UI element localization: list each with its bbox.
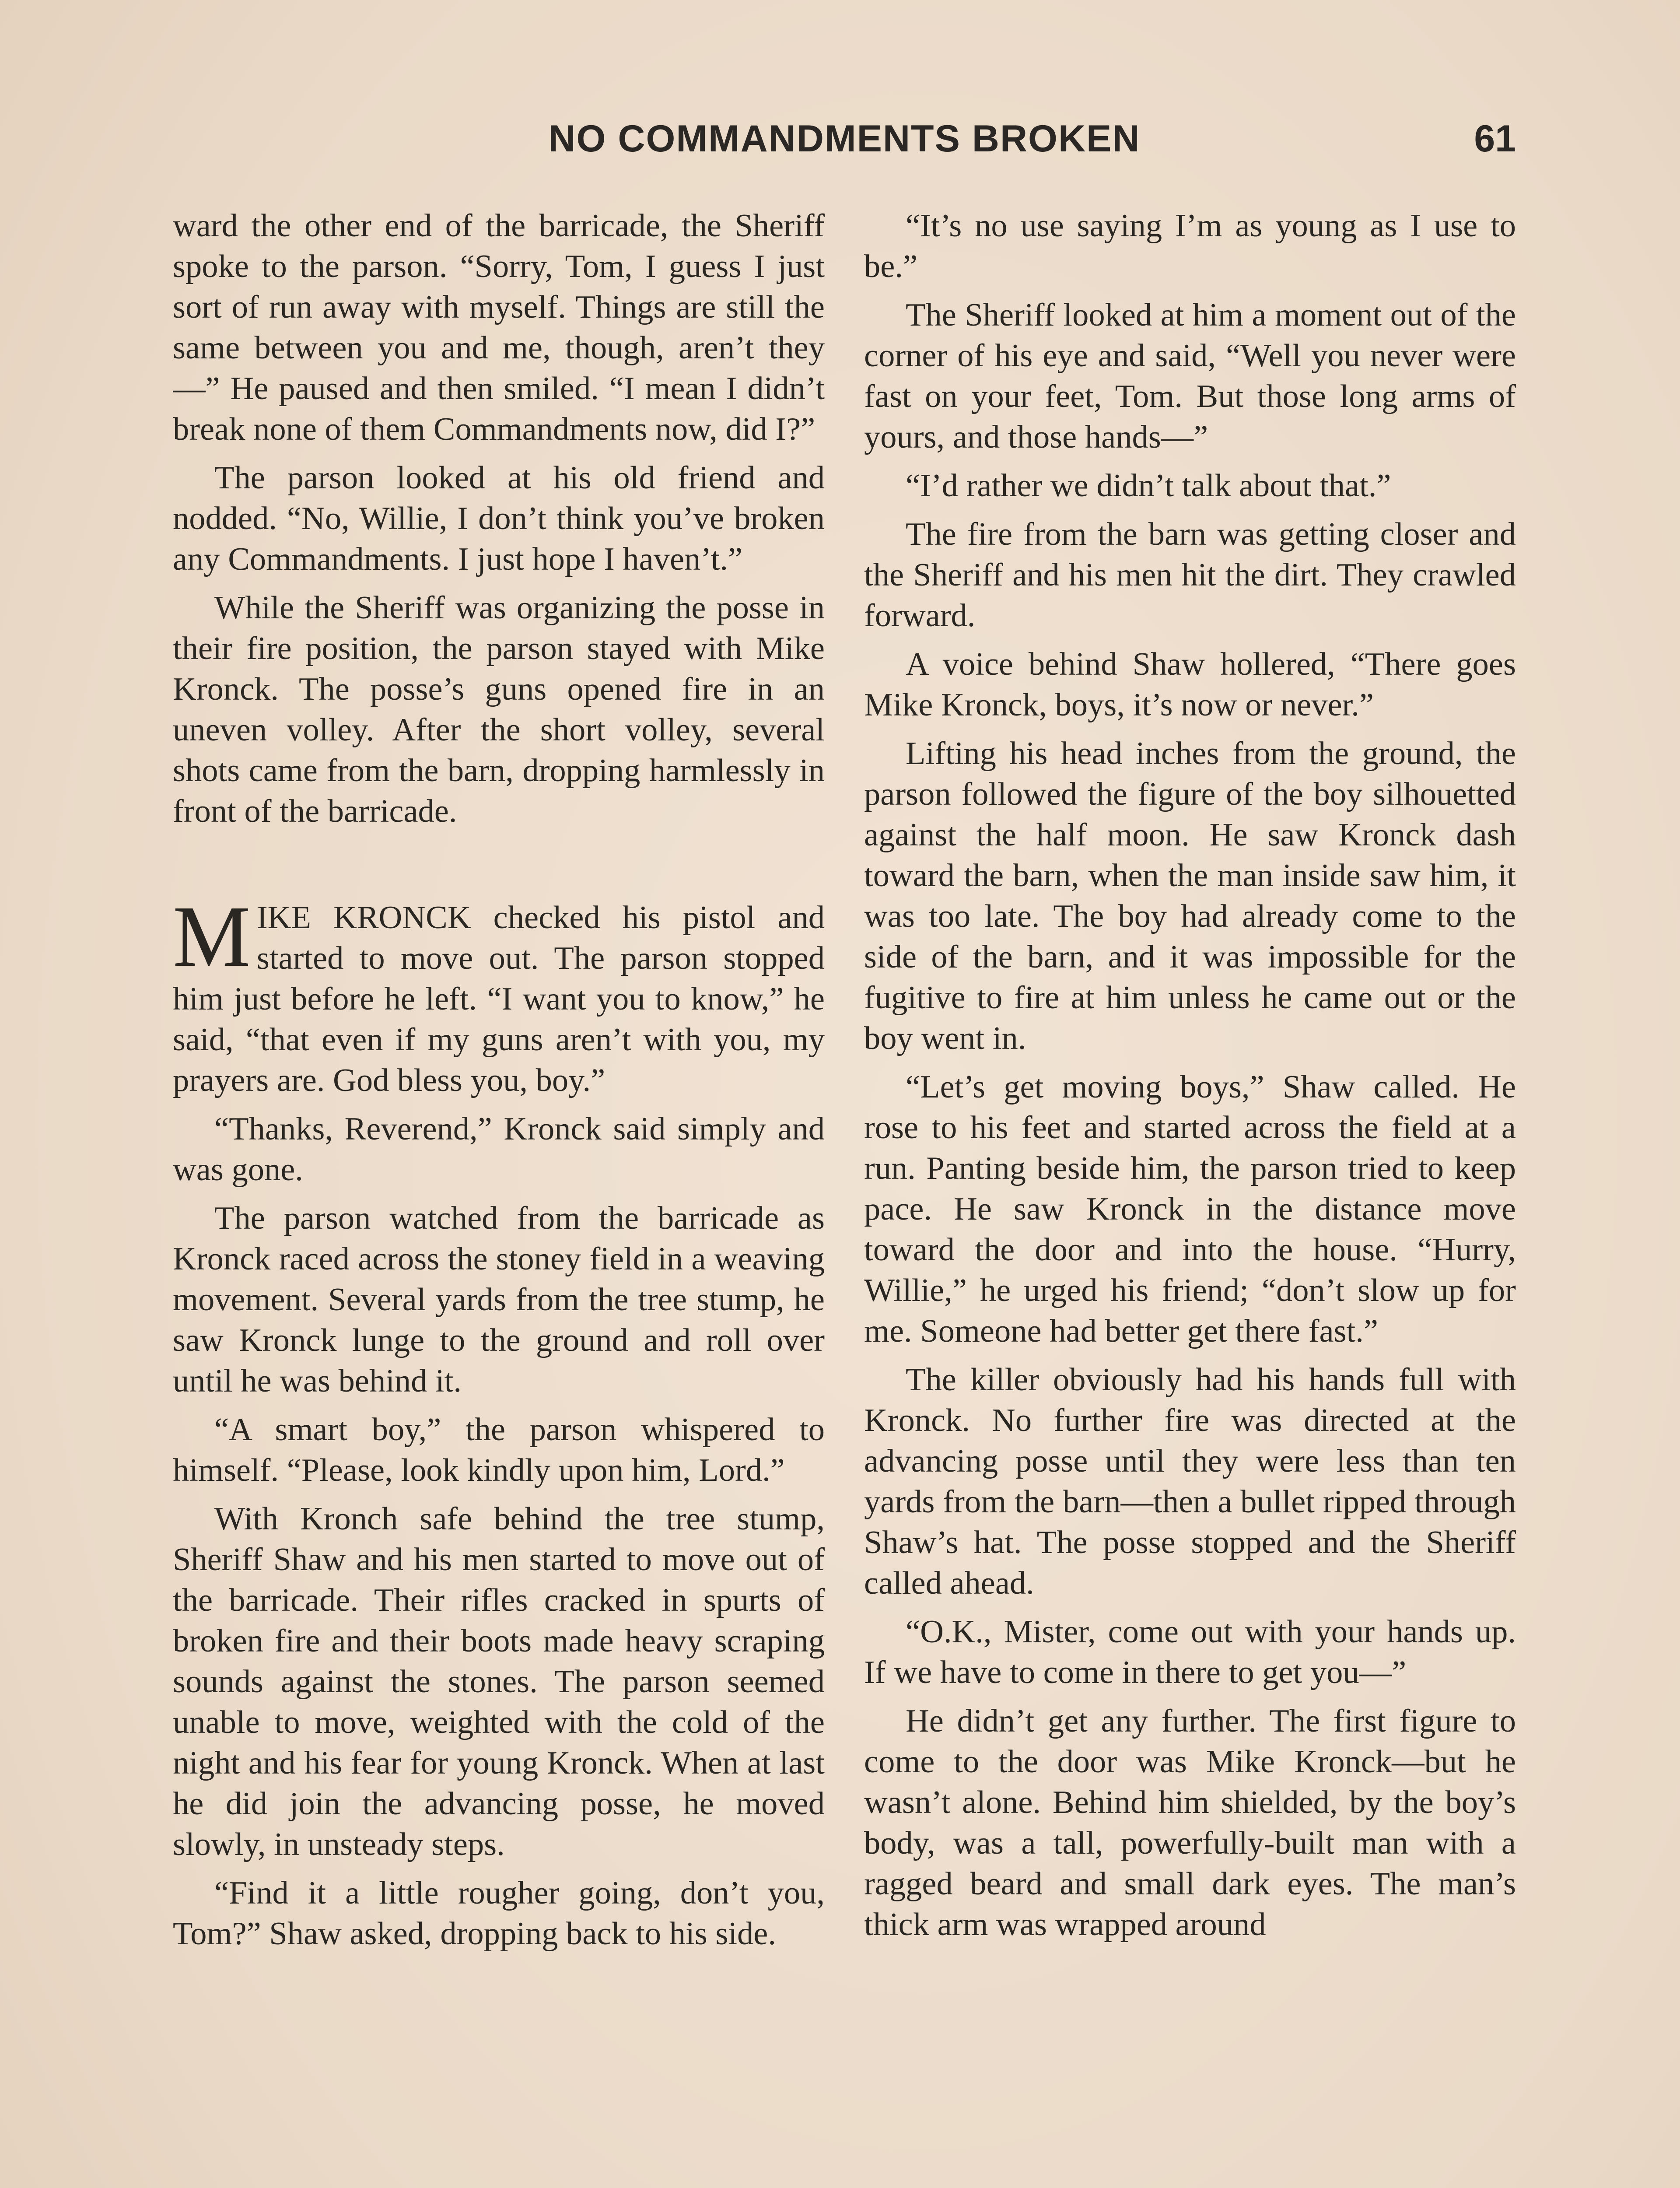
right-column — [864, 206, 1516, 2188]
paragraph: Lifting his head inches from the ground, the parson followed the figure of the boy silhouetted against the half moon. He saw Kronck dash toward the barn, when the man inside saw him, it was too late. The boy had already come to the side of the barn, and it was impossible for the fugitive to fire at him unless he came out or the boy went in. — [864, 736, 1516, 1056]
paragraph: The fire from the barn was getting closer and the Sheriff and his men hit the dirt. They crawled forward. — [864, 516, 1516, 634]
paragraph: “Thanks, Reverend,” Kronck said simply and was gone. — [173, 1111, 825, 1188]
paragraph: The parson looked at his old friend and nodded. “No, Willie, I don’t think you’ve broken any Commandments. I just hope I haven’t.” — [173, 460, 825, 577]
page-header — [173, 117, 1516, 170]
paragraph: “O.K., Mister, come out with your hands up. If we have to come in there to get you—” — [864, 1614, 1516, 1690]
section-start-paragraph — [173, 888, 825, 1101]
text-columns — [173, 206, 1516, 2188]
paragraph: The Sheriff looked at him a moment out of the corner of his eye and said, “Well you never were fast on your feet, Tom. But those long arms of yours, and those hands—” — [864, 297, 1516, 455]
paragraph: The parson watched from the barricade as Kronck raced across the stoney field in a weaving movement. Several yards from the tree stump, he saw Kronck lunge to the ground and roll over until he was behind it. — [173, 1200, 825, 1399]
paragraph: ward the other end of the barricade, the Sheriff spoke to the parson. “Sorry, Tom, I guess I just sort of run away with myself. Things are still the same between you and me, though, aren’t they—” He paused and then smiled. “I mean I didn’t break none of them Commandments now, did I?” — [173, 208, 825, 447]
paragraph: A voice behind Shaw hollered, “There goes Mike Kronck, boys, it’s now or never.” — [864, 646, 1516, 723]
running-title: NO COMMANDMENTS BROKEN — [548, 118, 1141, 160]
left-column — [173, 206, 825, 2188]
paragraph-text: IKE KRONCK checked his pistol and started to move out. The parson stopped him just before he left. “I want you to know,” he said, “that even if my guns aren’t with you, my prayers are. God bless you, boy.” — [173, 900, 825, 1098]
paragraph: “Let’s get moving boys,” Shaw called. He rose to his feet and started across the field at a run. Panting beside him, the parson tried to keep pace. He saw Kronck in the distance move toward the door and into the house. “Hurry, Willie,” he urged his friend; “don’t slow up for me. Someone had better get there fast.” — [864, 1069, 1516, 1349]
paragraph: With Kronch safe behind the tree stump, Sheriff Shaw and his men started to move out of the barricade. Their rifles cracked in spurts of broken fire and their boots made heavy scraping sounds against the stones. The parson seemed unable to move, weighted with the cold of the night and his fear for young Kronck. When at last he did join the advancing posse, he moved slowly, in unsteady steps. — [173, 1501, 825, 1862]
paragraph: The killer obviously had his hands full with Kronck. No further fire was directed at the advancing posse until they were less than ten yards from the barn—then a bullet ripped through Shaw’s hat. The posse stopped and the Sheriff called ahead. — [864, 1362, 1516, 1601]
page-number: 61 — [1474, 118, 1516, 160]
paragraph: “It’s no use saying I’m as young as I use to be.” — [864, 208, 1516, 284]
paragraph: “Find it a little rougher going, don’t you, Tom?” Shaw asked, dropping back to his side. — [173, 1875, 825, 1952]
paragraph: “I’d rather we didn’t talk about that.” — [906, 468, 1391, 504]
drop-cap: M — [173, 888, 251, 985]
paragraph: He didn’t get any further. The first figure to come to the door was Mike Kronck—but he wasn’t alone. Behind him shielded, by the boy’s body, was a tall, powerfully-built man with a ragged beard and small dark eyes. The man’s thick arm was wrapped around — [864, 1703, 1516, 1943]
paragraph: “A smart boy,” the parson whispered to himself. “Please, look kindly upon him, Lord.” — [173, 1412, 825, 1488]
paragraph: While the Sheriff was organizing the posse in their fire position, the parson stayed with Mike Kronck. The posse’s guns opened fire in an uneven volley. After the short volley, several shots came from the barn, dropping harmlessly in front of the barricade. — [173, 590, 825, 829]
